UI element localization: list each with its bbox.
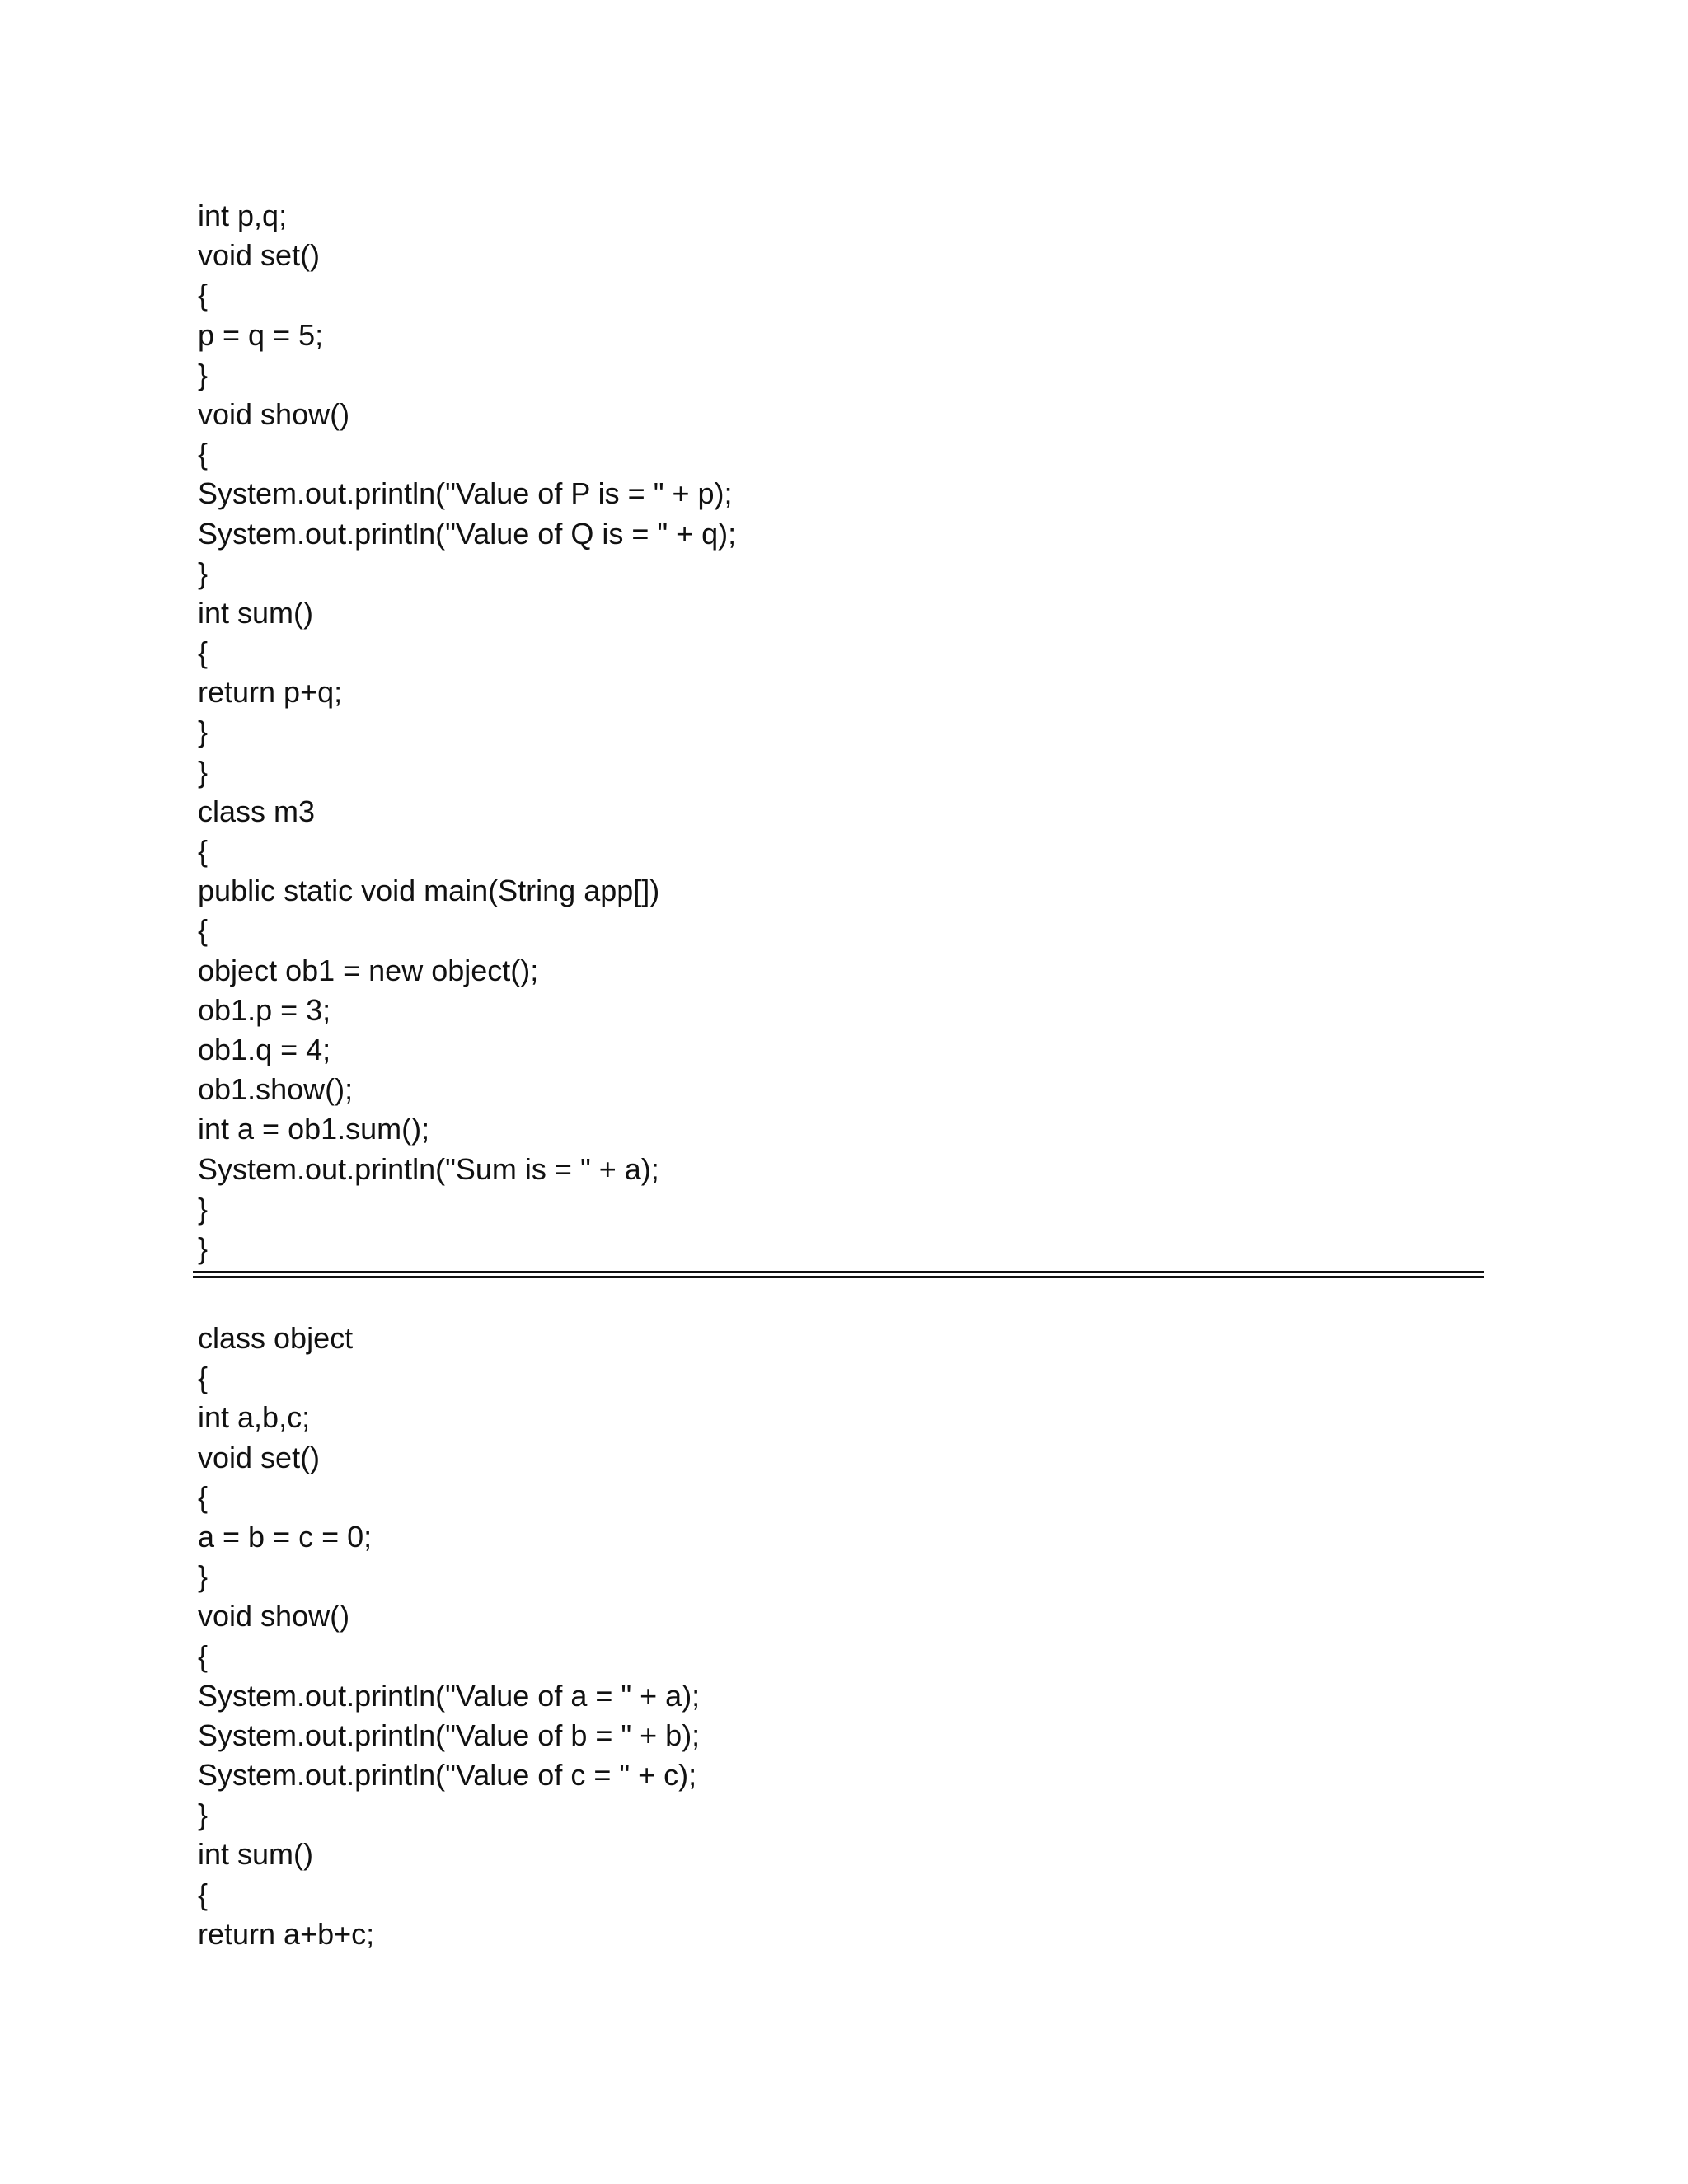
code-line: ob1.p = 3;	[198, 992, 331, 1027]
code-line: System.out.println("Value of b = " + b);	[198, 1718, 701, 1752]
code-line: object ob1 = new object();	[198, 953, 539, 987]
code-line: int a = ob1.sum();	[198, 1112, 430, 1146]
code-line: }	[198, 1797, 209, 1832]
code-line: return a+b+c;	[198, 1916, 375, 1951]
code-line: }	[198, 715, 209, 749]
code-line: {	[198, 913, 209, 948]
code-line: a = b = c = 0;	[198, 1519, 373, 1554]
code-line: System.out.println("Value of P is = " + p);	[198, 476, 733, 511]
code-line: }	[198, 1559, 209, 1594]
code-block-bottom	[198, 1319, 700, 1954]
code-line: int p,q;	[198, 199, 288, 232]
double-rule-divider	[193, 1271, 1484, 1278]
code-line: }	[198, 555, 209, 590]
code-line: System.out.println("Sum is = " + a);	[198, 1151, 659, 1186]
code-line: {	[198, 1479, 209, 1514]
code-line: {	[198, 437, 209, 471]
code-line: void set()	[198, 238, 321, 273]
code-line: {	[198, 834, 209, 868]
code-line: {	[198, 1361, 209, 1395]
code-line: }	[198, 754, 209, 789]
code-line: System.out.println("Value of a = " + a);	[198, 1678, 701, 1713]
code-line: class m3	[198, 794, 316, 828]
code-block-top	[198, 196, 736, 1268]
code-line: {	[198, 1638, 209, 1673]
code-line: {	[198, 278, 209, 312]
code-line: p = q = 5;	[198, 317, 324, 352]
code-line: }	[198, 357, 209, 391]
code-line: {	[198, 1877, 209, 1911]
code-line: ob1.q = 4;	[198, 1032, 331, 1066]
code-line: int sum()	[198, 595, 314, 630]
code-line: {	[198, 635, 209, 670]
code-line: }	[198, 1230, 209, 1265]
code-line: int a,b,c;	[198, 1400, 311, 1435]
code-line: public static void main(String app[])	[198, 874, 660, 908]
code-line: System.out.println("Value of Q is = " + q);	[198, 516, 737, 551]
code-line: System.out.println("Value of c = " + c);	[198, 1758, 697, 1793]
code-line: void show()	[198, 396, 350, 431]
code-line: }	[198, 1191, 209, 1226]
code-line: ob1.show();	[198, 1072, 354, 1107]
code-line: int sum()	[198, 1837, 314, 1872]
code-line: return p+q;	[198, 675, 343, 710]
code-line: void show()	[198, 1599, 350, 1633]
code-line: void set()	[198, 1440, 321, 1474]
code-line: class object	[198, 1321, 354, 1355]
